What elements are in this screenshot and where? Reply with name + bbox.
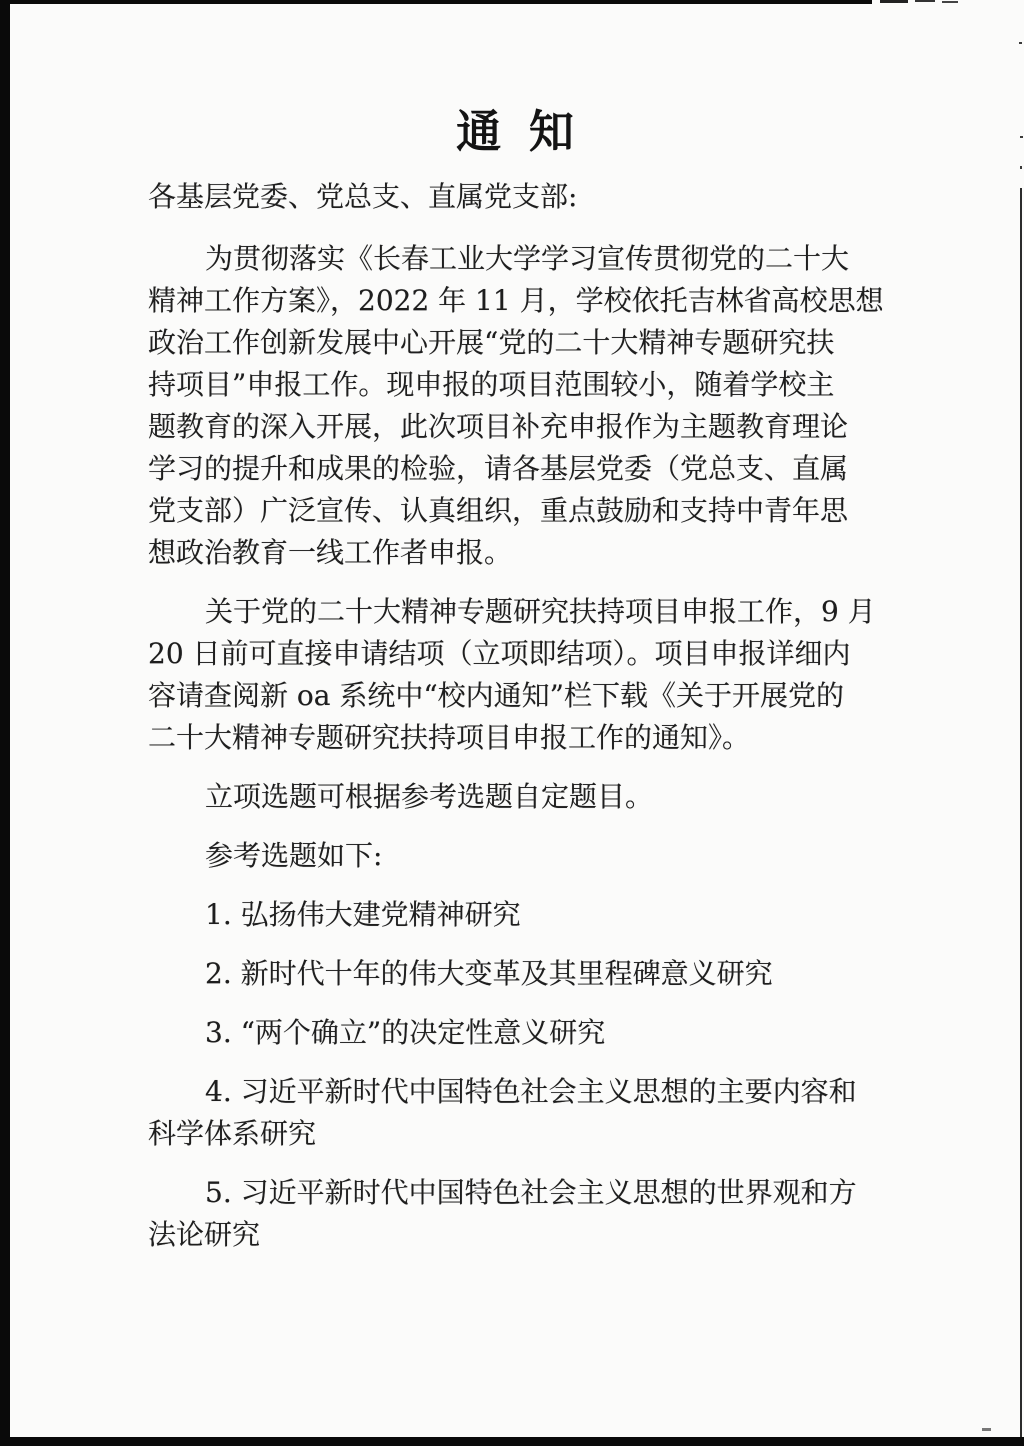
body-line: 党支部）广泛宣传、认真组织，重点鼓励和支持中青年思 (148, 494, 849, 527)
scan-speck (1020, 166, 1022, 169)
scan-edge-top-dash (915, 0, 935, 2)
notice-document (148, 100, 888, 1256)
topic-line: 科学体系研究 (148, 1117, 317, 1150)
scan-edge-right (1020, 188, 1022, 1438)
scan-edge-top-dash (880, 0, 908, 3)
body-line: 立项选题可根据参考选题自定题目。 (205, 780, 654, 813)
body-line: 精神工作方案》，2022 年 11 月，学校依托吉林省高校思想 (148, 284, 884, 317)
notice-title: 通 知 (456, 105, 580, 158)
scan-edge-top (0, 0, 872, 4)
body-line: 学习的提升和成果的检验，请各基层党委（党总支、直属 (148, 452, 849, 485)
scan-edge-top-dash (942, 1, 958, 3)
topic-line: 3. “两个确立”的决定性意义研究 (205, 1016, 606, 1049)
topic-line: 1. 弘扬伟大建党精神研究 (205, 898, 521, 931)
topic-line: 2. 新时代十年的伟大变革及其里程碑意义研究 (205, 957, 773, 990)
body-line: 政治工作创新发展中心开展“党的二十大精神专题研究扶 (148, 326, 835, 359)
body-line: 关于党的二十大精神专题研究扶持项目申报工作，9 月 (205, 595, 876, 628)
topic-line: 4. 习近平新时代中国特色社会主义思想的主要内容和 (205, 1075, 857, 1108)
body-line: 二十大精神专题研究扶持项目申报工作的通知》。 (148, 721, 751, 754)
body-line: 题教育的深入开展，此次项目补充申报作为主题教育理论 (148, 410, 849, 443)
salutation-line: 各基层党委、党总支、直属党支部: (148, 180, 578, 213)
scan-speck (982, 1428, 991, 1431)
scan-speck (1020, 136, 1023, 138)
topic-line: 5. 习近平新时代中国特色社会主义思想的世界观和方 (205, 1176, 857, 1209)
scan-speck (1019, 42, 1022, 44)
body-line: 参考选题如下: (205, 839, 383, 872)
scan-edge-left (0, 0, 10, 1446)
topic-line: 法论研究 (148, 1218, 261, 1251)
body-line: 20 日前可直接申请结项（立项即结项）。项目申报详细内 (148, 637, 851, 670)
body-line: 持项目”申报工作。现申报的项目范围较小，随着学校主 (148, 368, 835, 401)
body-line: 为贯彻落实《长春工业大学学习宣传贯彻党的二十大 (205, 242, 850, 275)
body-line: 想政治教育一线工作者申报。 (148, 536, 513, 569)
body-line: 容请查阅新 oa 系统中“校内通知”栏下载《关于开展党的 (148, 679, 844, 712)
scan-edge-bottom (0, 1437, 1024, 1446)
